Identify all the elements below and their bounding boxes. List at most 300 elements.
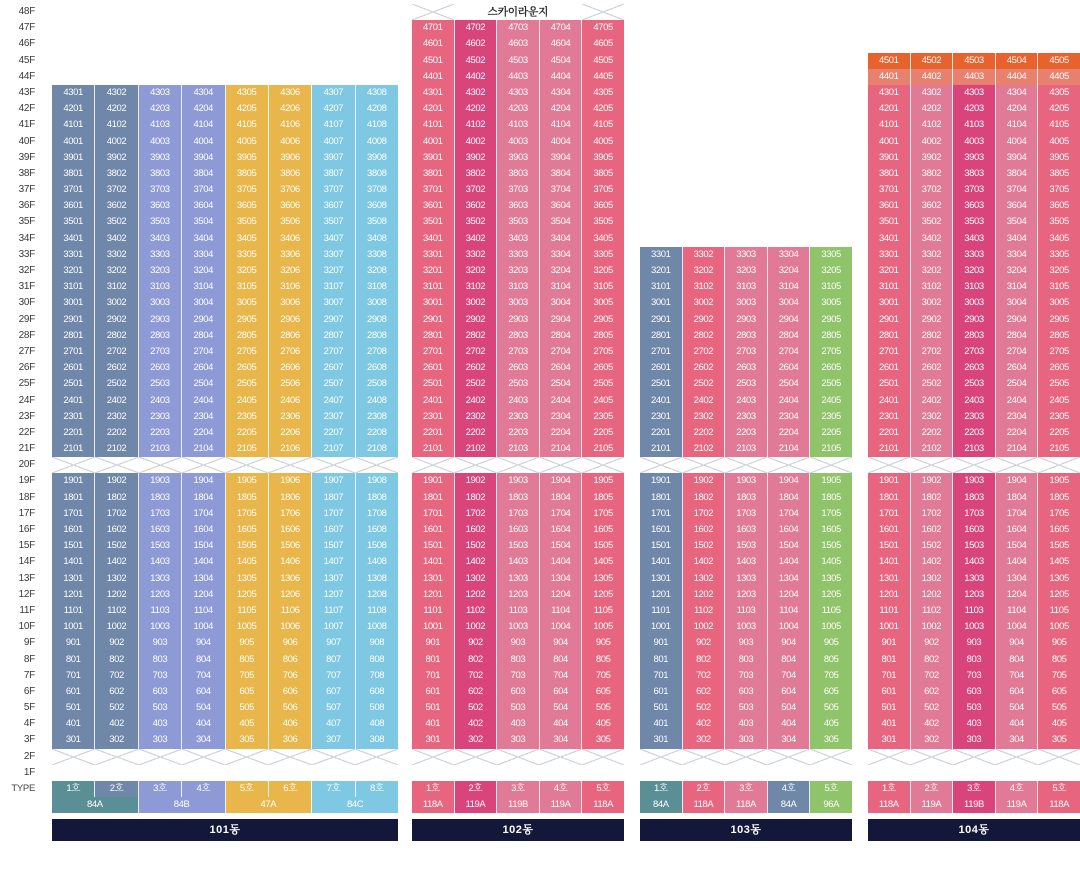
unit-cell-2803[interactable]: 2803 — [725, 328, 768, 344]
unit-cell-1103[interactable]: 1103 — [725, 603, 768, 619]
unit-cell-2205[interactable]: 2205 — [810, 425, 852, 441]
unit-cell-4701[interactable]: 4701 — [412, 20, 455, 36]
unit-cell-3604[interactable]: 3604 — [182, 198, 225, 214]
unit-cell-2604[interactable]: 2604 — [540, 360, 583, 376]
unit-cell-1905[interactable]: 1905 — [1038, 473, 1080, 489]
unit-cell-705[interactable]: 705 — [582, 668, 624, 684]
unit-cell-2604[interactable]: 2604 — [182, 360, 225, 376]
unit-cell-1301[interactable]: 1301 — [868, 571, 911, 587]
unit-cell-4203[interactable]: 4203 — [497, 101, 540, 117]
unit-cell-801[interactable]: 801 — [640, 652, 683, 668]
unit-cell-903[interactable]: 903 — [953, 635, 996, 651]
unit-cell-2903[interactable]: 2903 — [725, 312, 768, 328]
unit-cell-1405[interactable]: 1405 — [226, 554, 269, 570]
unit-cell-4602[interactable]: 4602 — [455, 36, 498, 52]
unit-cell-1607[interactable]: 1607 — [312, 522, 355, 538]
unit-cell-4001[interactable]: 4001 — [52, 134, 95, 150]
unit-cell-2605[interactable]: 2605 — [810, 360, 852, 376]
unit-cell-2805[interactable]: 2805 — [1038, 328, 1080, 344]
unit-cell-1603[interactable]: 1603 — [725, 522, 768, 538]
unit-cell-1204[interactable]: 1204 — [540, 587, 583, 603]
unit-cell-1602[interactable]: 1602 — [95, 522, 138, 538]
unit-cell-3608[interactable]: 3608 — [356, 198, 398, 214]
unit-cell-3802[interactable]: 3802 — [455, 166, 498, 182]
unit-cell-2702[interactable]: 2702 — [683, 344, 726, 360]
unit-cell-1705[interactable]: 1705 — [582, 506, 624, 522]
unit-cell-1101[interactable]: 1101 — [412, 603, 455, 619]
unit-cell-2102[interactable]: 2102 — [95, 441, 138, 457]
unit-cell-3505[interactable]: 3505 — [1038, 214, 1080, 230]
unit-cell-2103[interactable]: 2103 — [953, 441, 996, 457]
unit-cell-3801[interactable]: 3801 — [868, 166, 911, 182]
unit-cell-303[interactable]: 303 — [725, 732, 768, 748]
unit-cell-1605[interactable]: 1605 — [582, 522, 624, 538]
unit-cell-4105[interactable]: 4105 — [226, 117, 269, 133]
unit-cell-2708[interactable]: 2708 — [356, 344, 398, 360]
unit-cell-2305[interactable]: 2305 — [226, 409, 269, 425]
unit-cell-3604[interactable]: 3604 — [540, 198, 583, 214]
unit-cell-2403[interactable]: 2403 — [497, 393, 540, 409]
unit-cell-4206[interactable]: 4206 — [269, 101, 312, 117]
unit-cell-1603[interactable]: 1603 — [497, 522, 540, 538]
unit-cell-1905[interactable]: 1905 — [582, 473, 624, 489]
unit-cell-2405[interactable]: 2405 — [226, 393, 269, 409]
unit-cell-2604[interactable]: 2604 — [768, 360, 811, 376]
unit-cell-301[interactable]: 301 — [412, 732, 455, 748]
unit-cell-4705[interactable]: 4705 — [582, 20, 624, 36]
unit-cell-2704[interactable]: 2704 — [996, 344, 1039, 360]
unit-cell-2101[interactable]: 2101 — [640, 441, 683, 457]
unit-cell-504[interactable]: 504 — [540, 700, 583, 716]
unit-cell-2705[interactable]: 2705 — [1038, 344, 1080, 360]
unit-cell-1201[interactable]: 1201 — [52, 587, 95, 603]
unit-cell-301[interactable]: 301 — [640, 732, 683, 748]
unit-cell-304[interactable]: 304 — [996, 732, 1039, 748]
unit-cell-2905[interactable]: 2905 — [582, 312, 624, 328]
unit-cell-3102[interactable]: 3102 — [455, 279, 498, 295]
unit-cell-1001[interactable]: 1001 — [868, 619, 911, 635]
unit-cell-406[interactable]: 406 — [269, 716, 312, 732]
unit-cell-502[interactable]: 502 — [95, 700, 138, 716]
unit-cell-2505[interactable]: 2505 — [1038, 376, 1080, 392]
unit-cell-2702[interactable]: 2702 — [911, 344, 954, 360]
unit-cell-601[interactable]: 601 — [52, 684, 95, 700]
unit-cell-901[interactable]: 901 — [52, 635, 95, 651]
unit-cell-1005[interactable]: 1005 — [226, 619, 269, 635]
unit-cell-4308[interactable]: 4308 — [356, 85, 398, 101]
unit-cell-4204[interactable]: 4204 — [996, 101, 1039, 117]
unit-cell-1203[interactable]: 1203 — [953, 587, 996, 603]
unit-cell-607[interactable]: 607 — [312, 684, 355, 700]
unit-cell-2204[interactable]: 2204 — [996, 425, 1039, 441]
unit-cell-4303[interactable]: 4303 — [497, 85, 540, 101]
unit-cell-2602[interactable]: 2602 — [455, 360, 498, 376]
unit-cell-4205[interactable]: 4205 — [1038, 101, 1080, 117]
unit-cell-2305[interactable]: 2305 — [582, 409, 624, 425]
unit-cell-3208[interactable]: 3208 — [356, 263, 398, 279]
unit-cell-907[interactable]: 907 — [312, 635, 355, 651]
unit-cell-605[interactable]: 605 — [810, 684, 852, 700]
unit-cell-2702[interactable]: 2702 — [95, 344, 138, 360]
unit-cell-2701[interactable]: 2701 — [412, 344, 455, 360]
unit-cell-1501[interactable]: 1501 — [52, 538, 95, 554]
unit-cell-4303[interactable]: 4303 — [953, 85, 996, 101]
unit-cell-602[interactable]: 602 — [95, 684, 138, 700]
unit-cell-706[interactable]: 706 — [269, 668, 312, 684]
unit-cell-305[interactable]: 305 — [226, 732, 269, 748]
unit-cell-2907[interactable]: 2907 — [312, 312, 355, 328]
unit-cell-3502[interactable]: 3502 — [911, 214, 954, 230]
unit-cell-2601[interactable]: 2601 — [868, 360, 911, 376]
unit-cell-2401[interactable]: 2401 — [640, 393, 683, 409]
unit-cell-3705[interactable]: 3705 — [226, 182, 269, 198]
unit-cell-1702[interactable]: 1702 — [683, 506, 726, 522]
unit-cell-904[interactable]: 904 — [768, 635, 811, 651]
unit-cell-1802[interactable]: 1802 — [95, 490, 138, 506]
unit-cell-3305[interactable]: 3305 — [582, 247, 624, 263]
unit-cell-1103[interactable]: 1103 — [139, 603, 182, 619]
unit-cell-1803[interactable]: 1803 — [953, 490, 996, 506]
unit-cell-3704[interactable]: 3704 — [996, 182, 1039, 198]
unit-cell-601[interactable]: 601 — [868, 684, 911, 700]
unit-cell-404[interactable]: 404 — [996, 716, 1039, 732]
unit-cell-2703[interactable]: 2703 — [725, 344, 768, 360]
unit-cell-2905[interactable]: 2905 — [810, 312, 852, 328]
unit-cell-3303[interactable]: 3303 — [725, 247, 768, 263]
unit-cell-2101[interactable]: 2101 — [52, 441, 95, 457]
unit-cell-2904[interactable]: 2904 — [996, 312, 1039, 328]
unit-cell-902[interactable]: 902 — [911, 635, 954, 651]
unit-cell-2206[interactable]: 2206 — [269, 425, 312, 441]
unit-cell-2301[interactable]: 2301 — [868, 409, 911, 425]
unit-cell-404[interactable]: 404 — [768, 716, 811, 732]
unit-cell-505[interactable]: 505 — [1038, 700, 1080, 716]
unit-cell-2401[interactable]: 2401 — [868, 393, 911, 409]
unit-cell-2204[interactable]: 2204 — [182, 425, 225, 441]
unit-cell-2106[interactable]: 2106 — [269, 441, 312, 457]
unit-cell-1304[interactable]: 1304 — [996, 571, 1039, 587]
unit-cell-3402[interactable]: 3402 — [95, 231, 138, 247]
unit-cell-308[interactable]: 308 — [356, 732, 398, 748]
unit-cell-904[interactable]: 904 — [182, 635, 225, 651]
unit-cell-3904[interactable]: 3904 — [996, 150, 1039, 166]
unit-cell-4001[interactable]: 4001 — [868, 134, 911, 150]
unit-cell-1004[interactable]: 1004 — [768, 619, 811, 635]
unit-cell-1605[interactable]: 1605 — [1038, 522, 1080, 538]
unit-cell-1003[interactable]: 1003 — [725, 619, 768, 635]
unit-cell-1705[interactable]: 1705 — [226, 506, 269, 522]
unit-cell-1202[interactable]: 1202 — [95, 587, 138, 603]
unit-cell-3501[interactable]: 3501 — [412, 214, 455, 230]
unit-cell-2703[interactable]: 2703 — [139, 344, 182, 360]
unit-cell-3005[interactable]: 3005 — [582, 295, 624, 311]
unit-cell-1501[interactable]: 1501 — [412, 538, 455, 554]
unit-cell-2305[interactable]: 2305 — [810, 409, 852, 425]
unit-cell-1105[interactable]: 1105 — [226, 603, 269, 619]
unit-cell-701[interactable]: 701 — [868, 668, 911, 684]
unit-cell-906[interactable]: 906 — [269, 635, 312, 651]
unit-cell-1001[interactable]: 1001 — [52, 619, 95, 635]
unit-cell-402[interactable]: 402 — [455, 716, 498, 732]
unit-cell-502[interactable]: 502 — [911, 700, 954, 716]
unit-cell-407[interactable]: 407 — [312, 716, 355, 732]
unit-cell-901[interactable]: 901 — [640, 635, 683, 651]
unit-cell-3504[interactable]: 3504 — [540, 214, 583, 230]
unit-cell-1502[interactable]: 1502 — [911, 538, 954, 554]
unit-cell-601[interactable]: 601 — [640, 684, 683, 700]
unit-cell-1202[interactable]: 1202 — [683, 587, 726, 603]
unit-cell-1805[interactable]: 1805 — [810, 490, 852, 506]
unit-cell-606[interactable]: 606 — [269, 684, 312, 700]
unit-cell-1703[interactable]: 1703 — [953, 506, 996, 522]
unit-cell-2707[interactable]: 2707 — [312, 344, 355, 360]
unit-cell-1903[interactable]: 1903 — [725, 473, 768, 489]
unit-cell-3801[interactable]: 3801 — [52, 166, 95, 182]
unit-cell-4002[interactable]: 4002 — [911, 134, 954, 150]
unit-cell-3605[interactable]: 3605 — [582, 198, 624, 214]
unit-cell-3302[interactable]: 3302 — [95, 247, 138, 263]
unit-cell-2403[interactable]: 2403 — [139, 393, 182, 409]
unit-cell-3302[interactable]: 3302 — [911, 247, 954, 263]
unit-cell-1002[interactable]: 1002 — [95, 619, 138, 635]
unit-cell-3103[interactable]: 3103 — [139, 279, 182, 295]
unit-cell-3301[interactable]: 3301 — [412, 247, 455, 263]
unit-cell-3204[interactable]: 3204 — [996, 263, 1039, 279]
unit-cell-3702[interactable]: 3702 — [455, 182, 498, 198]
unit-cell-1302[interactable]: 1302 — [95, 571, 138, 587]
unit-cell-3401[interactable]: 3401 — [868, 231, 911, 247]
unit-cell-4101[interactable]: 4101 — [868, 117, 911, 133]
unit-cell-2301[interactable]: 2301 — [412, 409, 455, 425]
unit-cell-802[interactable]: 802 — [95, 652, 138, 668]
unit-cell-4202[interactable]: 4202 — [95, 101, 138, 117]
unit-cell-2502[interactable]: 2502 — [683, 376, 726, 392]
unit-cell-403[interactable]: 403 — [497, 716, 540, 732]
unit-cell-304[interactable]: 304 — [768, 732, 811, 748]
unit-cell-1301[interactable]: 1301 — [640, 571, 683, 587]
unit-cell-2506[interactable]: 2506 — [269, 376, 312, 392]
unit-cell-604[interactable]: 604 — [768, 684, 811, 700]
unit-cell-2302[interactable]: 2302 — [911, 409, 954, 425]
unit-cell-2305[interactable]: 2305 — [1038, 409, 1080, 425]
unit-cell-4205[interactable]: 4205 — [582, 101, 624, 117]
unit-cell-603[interactable]: 603 — [725, 684, 768, 700]
unit-cell-1201[interactable]: 1201 — [868, 587, 911, 603]
unit-cell-1704[interactable]: 1704 — [996, 506, 1039, 522]
unit-cell-303[interactable]: 303 — [139, 732, 182, 748]
unit-cell-3904[interactable]: 3904 — [182, 150, 225, 166]
unit-cell-4502[interactable]: 4502 — [911, 53, 954, 69]
unit-cell-805[interactable]: 805 — [810, 652, 852, 668]
unit-cell-302[interactable]: 302 — [95, 732, 138, 748]
unit-cell-1701[interactable]: 1701 — [412, 506, 455, 522]
unit-cell-503[interactable]: 503 — [139, 700, 182, 716]
unit-cell-3003[interactable]: 3003 — [953, 295, 996, 311]
unit-cell-3901[interactable]: 3901 — [412, 150, 455, 166]
unit-cell-1401[interactable]: 1401 — [52, 554, 95, 570]
unit-cell-1504[interactable]: 1504 — [768, 538, 811, 554]
unit-cell-1303[interactable]: 1303 — [497, 571, 540, 587]
unit-cell-1403[interactable]: 1403 — [139, 554, 182, 570]
unit-cell-1205[interactable]: 1205 — [1038, 587, 1080, 603]
unit-cell-2204[interactable]: 2204 — [768, 425, 811, 441]
unit-cell-1703[interactable]: 1703 — [497, 506, 540, 522]
unit-cell-4004[interactable]: 4004 — [540, 134, 583, 150]
unit-cell-4605[interactable]: 4605 — [582, 36, 624, 52]
unit-cell-3507[interactable]: 3507 — [312, 214, 355, 230]
unit-cell-1205[interactable]: 1205 — [226, 587, 269, 603]
unit-cell-1505[interactable]: 1505 — [1038, 538, 1080, 554]
unit-cell-1605[interactable]: 1605 — [810, 522, 852, 538]
unit-cell-1105[interactable]: 1105 — [1038, 603, 1080, 619]
unit-cell-3205[interactable]: 3205 — [810, 263, 852, 279]
unit-cell-1901[interactable]: 1901 — [52, 473, 95, 489]
unit-cell-801[interactable]: 801 — [412, 652, 455, 668]
unit-cell-807[interactable]: 807 — [312, 652, 355, 668]
unit-cell-4504[interactable]: 4504 — [996, 53, 1039, 69]
unit-cell-605[interactable]: 605 — [226, 684, 269, 700]
unit-cell-1402[interactable]: 1402 — [911, 554, 954, 570]
unit-cell-3008[interactable]: 3008 — [356, 295, 398, 311]
unit-cell-3204[interactable]: 3204 — [768, 263, 811, 279]
unit-cell-3407[interactable]: 3407 — [312, 231, 355, 247]
unit-cell-1903[interactable]: 1903 — [139, 473, 182, 489]
unit-cell-2104[interactable]: 2104 — [768, 441, 811, 457]
unit-cell-3203[interactable]: 3203 — [139, 263, 182, 279]
unit-cell-306[interactable]: 306 — [269, 732, 312, 748]
unit-cell-1207[interactable]: 1207 — [312, 587, 355, 603]
unit-cell-1902[interactable]: 1902 — [455, 473, 498, 489]
unit-cell-1203[interactable]: 1203 — [139, 587, 182, 603]
unit-cell-3204[interactable]: 3204 — [182, 263, 225, 279]
unit-cell-4601[interactable]: 4601 — [412, 36, 455, 52]
unit-cell-707[interactable]: 707 — [312, 668, 355, 684]
unit-cell-3706[interactable]: 3706 — [269, 182, 312, 198]
unit-cell-806[interactable]: 806 — [269, 652, 312, 668]
unit-cell-3404[interactable]: 3404 — [182, 231, 225, 247]
unit-cell-703[interactable]: 703 — [497, 668, 540, 684]
unit-cell-2501[interactable]: 2501 — [52, 376, 95, 392]
unit-cell-1506[interactable]: 1506 — [269, 538, 312, 554]
unit-cell-1501[interactable]: 1501 — [640, 538, 683, 554]
unit-cell-902[interactable]: 902 — [455, 635, 498, 651]
unit-cell-304[interactable]: 304 — [540, 732, 583, 748]
unit-cell-1801[interactable]: 1801 — [640, 490, 683, 506]
unit-cell-2805[interactable]: 2805 — [810, 328, 852, 344]
unit-cell-2203[interactable]: 2203 — [953, 425, 996, 441]
unit-cell-2906[interactable]: 2906 — [269, 312, 312, 328]
unit-cell-805[interactable]: 805 — [582, 652, 624, 668]
unit-cell-3607[interactable]: 3607 — [312, 198, 355, 214]
unit-cell-1705[interactable]: 1705 — [1038, 506, 1080, 522]
unit-cell-1004[interactable]: 1004 — [540, 619, 583, 635]
unit-cell-4404[interactable]: 4404 — [996, 69, 1039, 85]
unit-cell-2701[interactable]: 2701 — [640, 344, 683, 360]
unit-cell-1704[interactable]: 1704 — [182, 506, 225, 522]
unit-cell-4302[interactable]: 4302 — [95, 85, 138, 101]
unit-cell-1905[interactable]: 1905 — [810, 473, 852, 489]
unit-cell-2402[interactable]: 2402 — [683, 393, 726, 409]
unit-cell-701[interactable]: 701 — [412, 668, 455, 684]
unit-cell-3902[interactable]: 3902 — [911, 150, 954, 166]
unit-cell-2903[interactable]: 2903 — [139, 312, 182, 328]
unit-cell-3305[interactable]: 3305 — [226, 247, 269, 263]
unit-cell-3908[interactable]: 3908 — [356, 150, 398, 166]
unit-cell-604[interactable]: 604 — [540, 684, 583, 700]
unit-cell-2602[interactable]: 2602 — [683, 360, 726, 376]
unit-cell-2903[interactable]: 2903 — [497, 312, 540, 328]
unit-cell-2905[interactable]: 2905 — [1038, 312, 1080, 328]
unit-cell-1604[interactable]: 1604 — [768, 522, 811, 538]
unit-cell-2903[interactable]: 2903 — [953, 312, 996, 328]
unit-cell-3304[interactable]: 3304 — [768, 247, 811, 263]
unit-cell-1604[interactable]: 1604 — [540, 522, 583, 538]
unit-cell-1108[interactable]: 1108 — [356, 603, 398, 619]
unit-cell-1002[interactable]: 1002 — [683, 619, 726, 635]
unit-cell-1007[interactable]: 1007 — [312, 619, 355, 635]
unit-cell-901[interactable]: 901 — [412, 635, 455, 651]
unit-cell-3703[interactable]: 3703 — [953, 182, 996, 198]
unit-cell-1401[interactable]: 1401 — [868, 554, 911, 570]
unit-cell-602[interactable]: 602 — [683, 684, 726, 700]
unit-cell-703[interactable]: 703 — [725, 668, 768, 684]
unit-cell-3005[interactable]: 3005 — [226, 295, 269, 311]
unit-cell-4104[interactable]: 4104 — [996, 117, 1039, 133]
unit-cell-2102[interactable]: 2102 — [683, 441, 726, 457]
unit-cell-1304[interactable]: 1304 — [182, 571, 225, 587]
unit-cell-1904[interactable]: 1904 — [540, 473, 583, 489]
unit-cell-2504[interactable]: 2504 — [540, 376, 583, 392]
unit-cell-3504[interactable]: 3504 — [182, 214, 225, 230]
unit-cell-3301[interactable]: 3301 — [868, 247, 911, 263]
unit-cell-1902[interactable]: 1902 — [683, 473, 726, 489]
unit-cell-3605[interactable]: 3605 — [226, 198, 269, 214]
unit-cell-4603[interactable]: 4603 — [497, 36, 540, 52]
unit-cell-3101[interactable]: 3101 — [52, 279, 95, 295]
unit-cell-4301[interactable]: 4301 — [412, 85, 455, 101]
unit-cell-3806[interactable]: 3806 — [269, 166, 312, 182]
unit-cell-1503[interactable]: 1503 — [725, 538, 768, 554]
unit-cell-1302[interactable]: 1302 — [911, 571, 954, 587]
unit-cell-3905[interactable]: 3905 — [582, 150, 624, 166]
unit-cell-3605[interactable]: 3605 — [1038, 198, 1080, 214]
unit-cell-2101[interactable]: 2101 — [412, 441, 455, 457]
unit-cell-4105[interactable]: 4105 — [1038, 117, 1080, 133]
unit-cell-302[interactable]: 302 — [455, 732, 498, 748]
unit-cell-705[interactable]: 705 — [810, 668, 852, 684]
unit-cell-1502[interactable]: 1502 — [95, 538, 138, 554]
unit-cell-2703[interactable]: 2703 — [497, 344, 540, 360]
unit-cell-403[interactable]: 403 — [725, 716, 768, 732]
unit-cell-803[interactable]: 803 — [139, 652, 182, 668]
unit-cell-2105[interactable]: 2105 — [226, 441, 269, 457]
unit-cell-4403[interactable]: 4403 — [953, 69, 996, 85]
unit-cell-3303[interactable]: 3303 — [497, 247, 540, 263]
unit-cell-2304[interactable]: 2304 — [768, 409, 811, 425]
unit-cell-3904[interactable]: 3904 — [540, 150, 583, 166]
unit-cell-1404[interactable]: 1404 — [540, 554, 583, 570]
unit-cell-504[interactable]: 504 — [996, 700, 1039, 716]
unit-cell-2602[interactable]: 2602 — [95, 360, 138, 376]
unit-cell-3408[interactable]: 3408 — [356, 231, 398, 247]
unit-cell-4106[interactable]: 4106 — [269, 117, 312, 133]
unit-cell-3808[interactable]: 3808 — [356, 166, 398, 182]
unit-cell-3701[interactable]: 3701 — [52, 182, 95, 198]
unit-cell-1701[interactable]: 1701 — [868, 506, 911, 522]
unit-cell-2902[interactable]: 2902 — [95, 312, 138, 328]
unit-cell-3803[interactable]: 3803 — [953, 166, 996, 182]
unit-cell-2901[interactable]: 2901 — [412, 312, 455, 328]
